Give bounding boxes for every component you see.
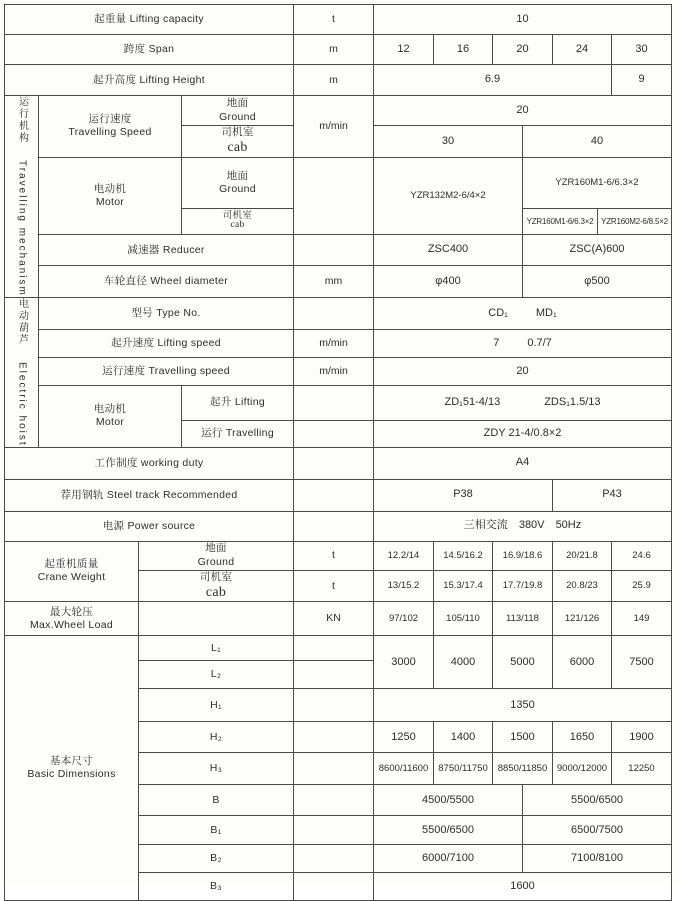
dim-h3-value: 8850/11850 bbox=[493, 753, 553, 785]
dim-b2-value-right: 7100/8100 bbox=[523, 845, 672, 873]
dim-h2-value: 1500 bbox=[493, 722, 553, 753]
dim-l-value: 6000 bbox=[553, 636, 612, 689]
dim-h1-unit-empty bbox=[294, 689, 374, 722]
type-no-label: 型号 Type No. bbox=[39, 297, 294, 329]
hoist-motor-lifting-value bbox=[374, 385, 672, 420]
hoist-lifting-speed-unit: m/min bbox=[294, 329, 374, 357]
ground-label-en: Ground bbox=[219, 110, 256, 123]
dim-b2-label: B₂ bbox=[139, 845, 294, 873]
dim-h2-value: 1900 bbox=[612, 722, 672, 753]
crane-weight-cab-value: 15.3/17.4 bbox=[434, 570, 493, 602]
dim-l-value: 7500 bbox=[612, 636, 672, 689]
travelling-speed-label-cn: 运行速度 bbox=[88, 113, 132, 126]
steel-track-label: 荐用钢轨 Steel track Recommended bbox=[5, 479, 294, 511]
type-no-unit-empty bbox=[294, 297, 374, 329]
dim-b-unit-empty bbox=[294, 785, 374, 816]
max-wheel-load-value: 97/102 bbox=[374, 602, 434, 636]
cab-label-cn: 司机室 bbox=[222, 210, 253, 222]
lifting-capacity-unit: t bbox=[294, 5, 374, 35]
dim-b3-value: 1600 bbox=[374, 873, 672, 901]
crane-weight-ground-value: 24.6 bbox=[612, 541, 672, 570]
dim-h3-label: H₃ bbox=[139, 753, 294, 785]
tm-motor-unit-empty bbox=[294, 157, 374, 234]
section-electric-hoist-en: Electric hoist bbox=[16, 361, 28, 447]
crane-weight-ground-value: 12.2/14 bbox=[374, 541, 434, 570]
max-wheel-load-value: 149 bbox=[612, 602, 672, 636]
crane-weight-label-cn: 起重机质量 bbox=[44, 558, 99, 571]
working-duty-value: A4 bbox=[374, 447, 672, 479]
hoist-motor-lifting-label: 起升 Lifting bbox=[182, 385, 294, 420]
dim-b1-label: B₁ bbox=[139, 816, 294, 845]
hoist-motor-lifting-unit-empty bbox=[294, 385, 374, 420]
dim-l2-label: L₂ bbox=[139, 661, 294, 689]
ground-label-cn: 地面 bbox=[205, 542, 227, 555]
hoist-travelling-speed-unit: m/min bbox=[294, 357, 374, 385]
travelling-speed-cab-label bbox=[182, 126, 294, 158]
max-wheel-load-label-en: Max.Wheel Load bbox=[30, 618, 113, 631]
travelling-speed-cab-value-left: 30 bbox=[374, 126, 523, 158]
span-unit: m bbox=[294, 35, 374, 65]
hoist-motor-travelling-unit-empty bbox=[294, 420, 374, 447]
dim-b2-unit-empty bbox=[294, 845, 374, 873]
crane-weight-cab-unit: t bbox=[294, 570, 374, 602]
travelling-speed-label-en: Travelling Speed bbox=[68, 126, 152, 139]
lifting-height-main-value: 6.9 bbox=[374, 65, 612, 96]
wheel-diameter-label: 车轮直径 Wheel diameter bbox=[39, 265, 294, 297]
hoist-motor-lifting-value-2: ZDS₁1.5/13 bbox=[544, 396, 601, 409]
type-no-value-1: CD₁ bbox=[488, 306, 508, 319]
crane-weight-label-en: Crane Weight bbox=[37, 571, 106, 584]
tm-motor-label bbox=[39, 157, 182, 234]
reducer-value-left: ZSC400 bbox=[374, 234, 523, 265]
dim-l1-label: L₁ bbox=[139, 636, 294, 661]
steel-track-value-left: P38 bbox=[374, 479, 553, 511]
dim-l1-unit-empty bbox=[294, 636, 374, 661]
power-source-label: 电源 Power source bbox=[5, 511, 294, 541]
crane-weight-ground-value: 16.9/18.6 bbox=[493, 541, 553, 570]
dim-h2-value: 1650 bbox=[553, 722, 612, 753]
span-value: 16 bbox=[434, 35, 493, 65]
hoist-motor-label bbox=[39, 385, 182, 447]
tm-motor-cab-label bbox=[182, 208, 294, 234]
dim-h2-label: H₂ bbox=[139, 722, 294, 753]
crane-weight-cab-label bbox=[139, 570, 294, 602]
section-travelling-mechanism bbox=[5, 96, 39, 298]
working-duty-unit-empty bbox=[294, 447, 374, 479]
cab-label-cn: 司机室 bbox=[199, 570, 233, 583]
basic-dimensions-label-en: Basic Dimensions bbox=[27, 768, 116, 781]
section-travelling-mechanism-cn: 运行机构 bbox=[16, 96, 28, 144]
tm-motor-ground-value-right: YZR160M1-6/6.3×2 bbox=[523, 157, 672, 208]
type-no-value-2: MD₁ bbox=[535, 306, 557, 319]
span-value: 20 bbox=[493, 35, 553, 65]
dim-b1-value-left: 5500/6500 bbox=[374, 816, 523, 845]
reducer-label: 减速器 Reducer bbox=[39, 234, 294, 265]
travelling-speed-ground-value: 20 bbox=[374, 96, 672, 126]
dim-h1-label: H₁ bbox=[139, 689, 294, 722]
dim-b1-value-right: 6500/7500 bbox=[523, 816, 672, 845]
travelling-speed-label bbox=[39, 96, 182, 158]
span-value: 24 bbox=[553, 35, 612, 65]
section-electric-hoist-cn: 电动葫芦 bbox=[16, 297, 28, 346]
dim-b-value-left: 4500/5500 bbox=[374, 785, 523, 816]
steel-track-value-right: P43 bbox=[553, 479, 672, 511]
hoist-lifting-speed-value-1: 7 bbox=[493, 336, 500, 349]
hoist-travelling-speed-label: 运行速度 Travelling speed bbox=[39, 357, 294, 385]
lifting-capacity-label: 起重量 Lifting capacity bbox=[5, 5, 294, 35]
dim-b1-unit-empty bbox=[294, 816, 374, 845]
ground-label-cn: 地面 bbox=[226, 169, 249, 182]
wheel-diameter-value-left: φ400 bbox=[374, 265, 523, 297]
travelling-speed-cab-value-right: 40 bbox=[523, 126, 672, 158]
basic-dimensions-label bbox=[5, 636, 139, 901]
reducer-unit-empty bbox=[294, 234, 374, 265]
span-label: 跨度 Span bbox=[5, 35, 294, 65]
dim-b-label: B bbox=[139, 785, 294, 816]
max-wheel-load-value: 113/118 bbox=[493, 602, 553, 636]
travelling-speed-ground-label bbox=[182, 96, 294, 126]
tm-motor-cab-value-left: YZR160M1-6/6.3×2 bbox=[523, 208, 598, 234]
crane-weight-ground-value: 20/21.8 bbox=[553, 541, 612, 570]
crane-weight-cab-value: 13/15.2 bbox=[374, 570, 434, 602]
dim-h1-value: 1350 bbox=[374, 689, 672, 722]
dim-h3-unit-empty bbox=[294, 753, 374, 785]
dim-h3-value: 8600/11600 bbox=[374, 753, 434, 785]
crane-spec-table bbox=[4, 4, 672, 901]
max-wheel-load-value: 105/110 bbox=[434, 602, 493, 636]
lifting-height-label: 起升高度 Lifting Height bbox=[5, 65, 294, 96]
section-electric-hoist bbox=[5, 297, 39, 447]
hoist-motor-label-en: Motor bbox=[95, 416, 125, 429]
crane-weight-label bbox=[5, 541, 139, 602]
dim-l2-unit-empty bbox=[294, 661, 374, 689]
reducer-value-right: ZSC(A)600 bbox=[523, 234, 672, 265]
dim-h3-value: 12250 bbox=[612, 753, 672, 785]
power-source-value: 三相交流 380V 50Hz bbox=[374, 511, 672, 541]
crane-weight-cab-value: 17.7/19.8 bbox=[493, 570, 553, 602]
crane-weight-cab-value: 25.9 bbox=[612, 570, 672, 602]
type-no-value bbox=[374, 297, 672, 329]
hoist-motor-travelling-label: 运行 Travelling bbox=[182, 420, 294, 447]
max-wheel-load-unit: KN bbox=[294, 602, 374, 636]
dim-h2-unit-empty bbox=[294, 722, 374, 753]
max-wheel-load-value: 121/126 bbox=[553, 602, 612, 636]
crane-weight-ground-label bbox=[139, 541, 294, 570]
span-value: 30 bbox=[612, 35, 672, 65]
max-wheel-load-label bbox=[5, 602, 139, 636]
wheel-diameter-value-right: φ500 bbox=[523, 265, 672, 297]
cab-label-en: cab bbox=[205, 584, 227, 600]
crane-weight-ground-value: 14.5/16.2 bbox=[434, 541, 493, 570]
basic-dimensions-label-cn: 基本尺寸 bbox=[49, 755, 94, 768]
working-duty-label: 工作制度 working duty bbox=[5, 447, 294, 479]
wheel-diameter-unit: mm bbox=[294, 265, 374, 297]
cab-label-cn: 司机室 bbox=[221, 126, 254, 138]
max-wheel-load-sub-empty bbox=[139, 602, 294, 636]
tm-motor-ground-label bbox=[182, 157, 294, 208]
section-travelling-mechanism-en: Travelling mechanism bbox=[16, 160, 28, 297]
power-source-unit-empty bbox=[294, 511, 374, 541]
lifting-height-unit: m bbox=[294, 65, 374, 96]
dim-h2-value: 1400 bbox=[434, 722, 493, 753]
ground-label-en: Ground bbox=[197, 555, 235, 568]
lifting-capacity-value: 10 bbox=[374, 5, 672, 35]
tm-motor-ground-value-left: YZR132M2-6/4×2 bbox=[374, 157, 523, 234]
travelling-speed-unit: m/min bbox=[294, 96, 374, 158]
lifting-height-last-value: 9 bbox=[612, 65, 672, 96]
tm-motor-cab-value-right: YZR160M2-6/8.5×2 bbox=[598, 208, 672, 234]
dim-h3-value: 8750/11750 bbox=[434, 753, 493, 785]
hoist-motor-travelling-value: ZDY 21-4/0.8×2 bbox=[374, 420, 672, 447]
span-value: 12 bbox=[374, 35, 434, 65]
steel-track-unit-empty bbox=[294, 479, 374, 511]
hoist-lifting-speed-label: 起升速度 Lifting speed bbox=[39, 329, 294, 357]
dim-h3-value: 9000/12000 bbox=[553, 753, 612, 785]
max-wheel-load-label-cn: 最大轮压 bbox=[49, 605, 94, 618]
hoist-motor-lifting-value-1: ZD₁51-4/13 bbox=[444, 396, 501, 409]
dim-h2-value: 1250 bbox=[374, 722, 434, 753]
hoist-motor-label-cn: 电动机 bbox=[93, 403, 127, 416]
crane-weight-ground-unit: t bbox=[294, 541, 374, 570]
dim-b-value-right: 5500/6500 bbox=[523, 785, 672, 816]
crane-weight-cab-value: 20.8/23 bbox=[553, 570, 612, 602]
dim-b2-value-left: 6000/7100 bbox=[374, 845, 523, 873]
dim-l-value: 5000 bbox=[493, 636, 553, 689]
dim-l-value: 4000 bbox=[434, 636, 493, 689]
dim-l-value: 3000 bbox=[374, 636, 434, 689]
hoist-travelling-speed-value: 20 bbox=[374, 357, 672, 385]
ground-label-en: Ground bbox=[219, 182, 256, 195]
ground-label-cn: 地面 bbox=[226, 97, 249, 110]
dim-b3-label: B₃ bbox=[139, 873, 294, 901]
cab-label-en: cab bbox=[227, 140, 248, 156]
tm-motor-label-cn: 电动机 bbox=[93, 182, 127, 195]
hoist-lifting-speed-value bbox=[374, 329, 672, 357]
hoist-lifting-speed-value-2: 0.7/7 bbox=[527, 336, 552, 349]
cab-label-en: cab bbox=[230, 220, 245, 231]
tm-motor-label-en: Motor bbox=[95, 195, 125, 208]
